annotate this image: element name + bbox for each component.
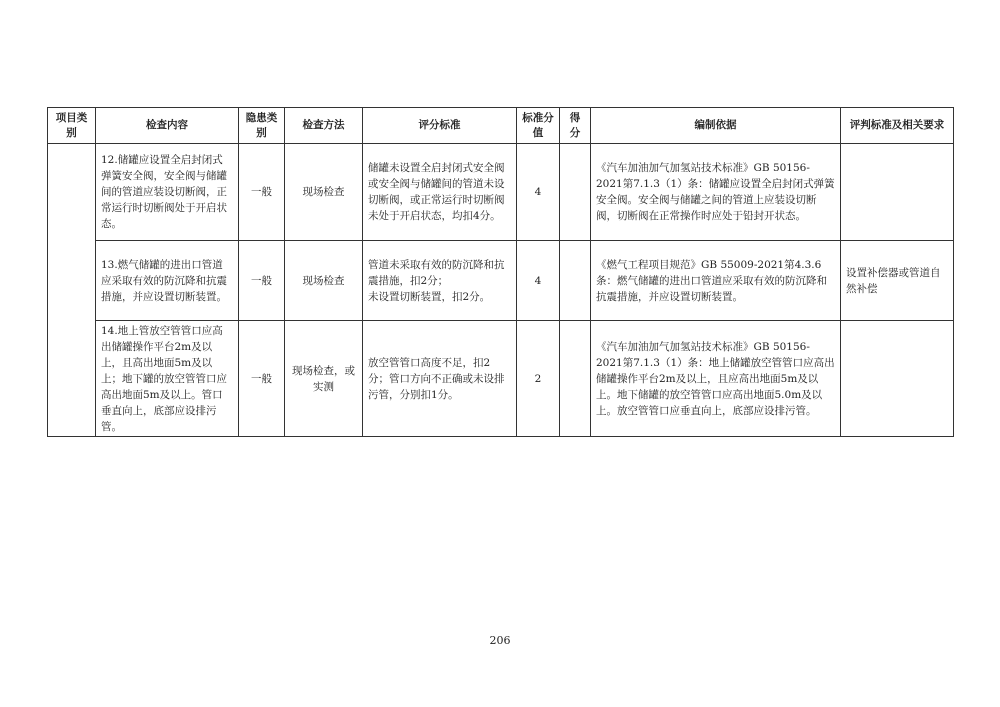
basis-cell: 《汽车加油加气加氢站技术标准》GB 50156-2021第7.1.3（1）条：储罐应设置全启封闭式弹簧安全阀。安全阀与储罐之间的管道上应装设切断阀，切断阀在正常操作时应处于铅封开状态。	[591, 144, 841, 241]
basis-cell: 《汽车加油加气加氢站技术标准》GB 50156-2021第7.1.3（1）条：地上储罐放空管管口应高出储罐操作平台2m及以上，且应高出地面5m及以上。地下储罐的放空管管口应高出地面5.0m及以上。放空管管口应垂直向上，底部应设排污管。	[591, 321, 841, 437]
criteria-cell: 储罐未设置全启封闭式安全阀或安全阀与储罐间的管道未设切断阀，或正常运行时切断阀未处于开启状态，均扣4分。	[363, 144, 517, 241]
score-cell	[560, 144, 591, 241]
table-row	[48, 321, 954, 437]
table-row	[48, 241, 954, 321]
criteria-line: 管道未采取有效的防沉降和抗震措施，扣2分；	[368, 258, 505, 287]
header-category: 项目类别	[48, 108, 96, 144]
header-content: 检查内容	[96, 108, 239, 144]
header-method: 检查方法	[285, 108, 363, 144]
score-value-cell: 4	[517, 241, 560, 321]
table-header-row	[48, 108, 954, 144]
score-cell	[560, 321, 591, 437]
category-cell	[48, 144, 96, 437]
score-value-cell: 4	[517, 144, 560, 241]
inspection-table	[47, 107, 954, 437]
score-cell	[560, 241, 591, 321]
header-hazard: 隐患类别	[239, 108, 285, 144]
content-cell: 12.储罐应设置全启封闭式弹簧安全阀，安全阀与储罐间的管道应装设切断阀，正常运行时切断阀处于开启状态。	[96, 144, 239, 241]
criteria-line: 未设置切断装置，扣2分。	[368, 290, 491, 303]
header-basis: 编制依据	[591, 108, 841, 144]
hazard-cell: 一般	[239, 321, 285, 437]
hazard-cell: 一般	[239, 241, 285, 321]
content-cell: 14.地上管放空管管口应高出储罐操作平台2m及以上，且高出地面5m及以上；地下罐的放空管管口应高出地面5m及以上。管口垂直向上，底部应设排污管。	[96, 321, 239, 437]
header-requirement: 评判标准及相关要求	[841, 108, 954, 144]
criteria-cell: 放空管管口高度不足，扣2分；管口方向不正确或未设排污管，分别扣1分。	[363, 321, 517, 437]
requirement-cell	[841, 321, 954, 437]
header-score-value: 标准分值	[517, 108, 560, 144]
page-number: 206	[489, 634, 511, 647]
table-row	[48, 144, 954, 241]
method-cell: 现场检查	[285, 241, 363, 321]
basis-cell: 《燃气工程项目规范》GB 55009-2021第4.3.6条：燃气储罐的进出口管道应采取有效的防沉降和抗震措施，并应设置切断装置。	[591, 241, 841, 321]
content-cell: 13.燃气储罐的进出口管道应采取有效的防沉降和抗震措施，并应设置切断装置。	[96, 241, 239, 321]
requirement-cell: 设置补偿器或管道自然补偿	[841, 241, 954, 321]
hazard-cell: 一般	[239, 144, 285, 241]
method-cell: 现场检查，或实测	[285, 321, 363, 437]
criteria-cell	[363, 241, 517, 321]
method-cell: 现场检查	[285, 144, 363, 241]
header-criteria: 评分标准	[363, 108, 517, 144]
score-value-cell: 2	[517, 321, 560, 437]
requirement-cell	[841, 144, 954, 241]
header-score: 得分	[560, 108, 591, 144]
